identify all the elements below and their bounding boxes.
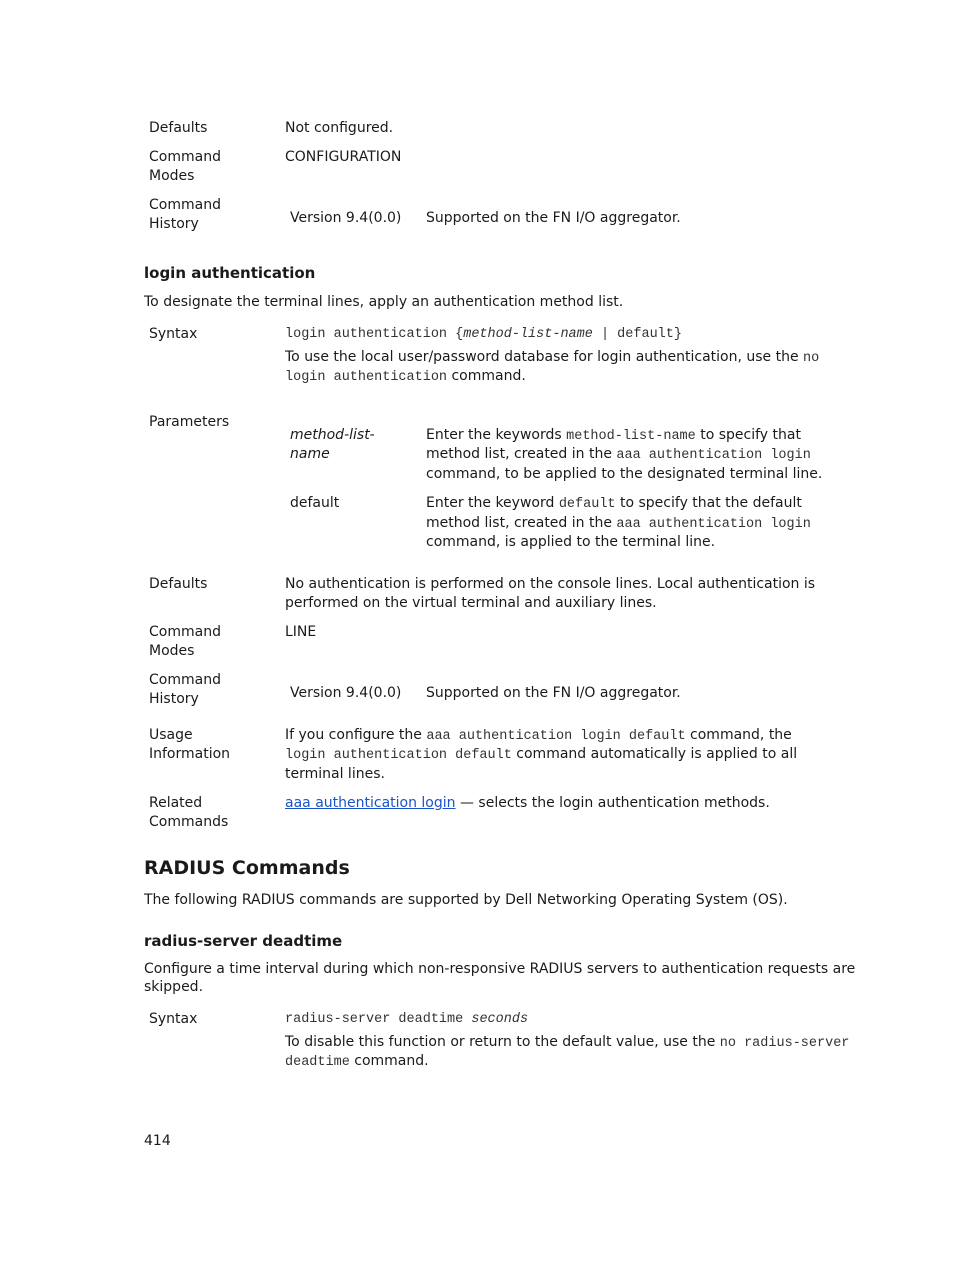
desc-text: method list, created in the [426, 446, 617, 462]
param-desc-line: command, to be applied to the designated terminal line. [426, 466, 823, 482]
deadtime-intro-line-2: skipped. [144, 979, 204, 995]
code-text: deadtime [285, 1055, 350, 1070]
code-text: no [803, 351, 820, 366]
related-text: — selects the login authentication methods. [455, 795, 770, 811]
history-description: Supported on the FN I/O aggregator. [426, 685, 681, 701]
defaults-value: Not configured. [285, 120, 394, 136]
syntax-command [285, 325, 682, 344]
syntax-note-line-2 [285, 1052, 429, 1072]
note-text: command. [447, 368, 526, 384]
usage-text: command automatically is applied to all [511, 746, 798, 762]
code-text: no radius-server [719, 1036, 850, 1051]
defaults-label: Defaults [149, 576, 208, 592]
label-line: Command [149, 624, 221, 640]
label-line: Modes [149, 643, 195, 659]
page-number: 414 [144, 1133, 171, 1149]
label-line: Information [149, 746, 231, 762]
label-line: Command [149, 197, 221, 213]
command-history-label [149, 671, 279, 709]
command-modes-value: LINE [285, 624, 317, 640]
syntax-label: Syntax [149, 1011, 198, 1027]
param-name-line: method-list- [290, 427, 375, 443]
label-line: Usage [149, 727, 193, 743]
code-text: aaa authentication login [616, 517, 811, 532]
code-variable: seconds [471, 1012, 529, 1027]
related-commands-value [285, 794, 770, 813]
defaults-line-1: No authentication is performed on the console lines. Local authentication is [285, 576, 816, 592]
label-line: History [149, 691, 199, 707]
usage-text: command, the [685, 727, 792, 743]
param-name-default: default [290, 495, 340, 511]
param-name-line: name [290, 446, 330, 462]
param-desc-line [426, 426, 801, 446]
login-intro: To designate the terminal lines, apply an authentication method list. [144, 294, 624, 310]
param-desc-line [426, 514, 811, 534]
code-text: login authentication { [285, 327, 464, 342]
param-name-method-list-name [290, 426, 375, 464]
desc-text: method list, created in the [426, 515, 617, 531]
desc-text: Enter the keywords [426, 427, 567, 443]
code-variable: method-list-name [463, 327, 593, 342]
syntax-note-line-1 [285, 1033, 849, 1053]
code-text: method-list-name [566, 429, 696, 444]
defaults-label: Defaults [149, 120, 208, 136]
param-desc-line [426, 494, 802, 514]
aaa-authentication-login-link[interactable]: aaa authentication login [285, 795, 456, 811]
note-text: To disable this function or return to the default value, use the [285, 1034, 720, 1050]
desc-text: Enter the keyword [426, 495, 559, 511]
label-line: Related [149, 795, 203, 811]
command-modes-value: CONFIGURATION [285, 149, 402, 165]
syntax-note-line-1 [285, 348, 819, 368]
related-commands-label [149, 794, 279, 832]
subsection-title-radius-server-deadtime: radius-server deadtime [144, 932, 343, 950]
label-line: History [149, 216, 199, 232]
code-text: aaa authentication login default [426, 729, 686, 744]
label-line: Modes [149, 168, 195, 184]
note-text: To use the local user/password database for login authentication, use the [285, 349, 804, 365]
usage-information-label [149, 726, 279, 764]
code-text: | default} [592, 327, 682, 342]
command-modes-label [149, 623, 279, 661]
code-text: login authentication default [285, 748, 512, 763]
section-title-login-authentication: login authentication [144, 264, 316, 282]
code-text: radius-server deadtime [285, 1012, 472, 1027]
desc-text: to specify that [695, 427, 801, 443]
syntax-label: Syntax [149, 326, 198, 342]
note-text: command. [349, 1053, 429, 1069]
code-text: login authentication [285, 370, 448, 385]
history-description: Supported on the FN I/O aggregator. [426, 210, 681, 226]
label-line: Command [149, 672, 221, 688]
command-modes-label [149, 148, 279, 186]
label-line: Command [149, 149, 221, 165]
param-desc-line: command, is applied to the terminal line. [426, 534, 716, 550]
section-title-radius-commands: RADIUS Commands [144, 857, 350, 879]
desc-text: to specify that the default [615, 495, 802, 511]
radius-intro: The following RADIUS commands are supported by Dell Networking Operating System (OS). [144, 892, 788, 908]
usage-line-1 [285, 726, 792, 746]
usage-line-2 [285, 745, 797, 765]
code-text: aaa authentication login [616, 448, 811, 463]
parameters-label: Parameters [149, 414, 230, 430]
deadtime-intro-line-1: Configure a time interval during which non-responsive RADIUS servers to authentication requests are [144, 961, 856, 977]
label-line: Commands [149, 814, 229, 830]
history-version: Version 9.4(0.0) [290, 685, 402, 701]
command-history-label [149, 196, 279, 234]
syntax-note-line-2 [285, 367, 526, 387]
param-desc-line [426, 445, 811, 465]
code-text: default [558, 497, 616, 512]
syntax-command [285, 1010, 528, 1029]
defaults-line-2: performed on the virtual terminal and auxiliary lines. [285, 595, 657, 611]
usage-text: If you configure the [285, 727, 427, 743]
history-version: Version 9.4(0.0) [290, 210, 402, 226]
usage-line-3: terminal lines. [285, 766, 385, 782]
